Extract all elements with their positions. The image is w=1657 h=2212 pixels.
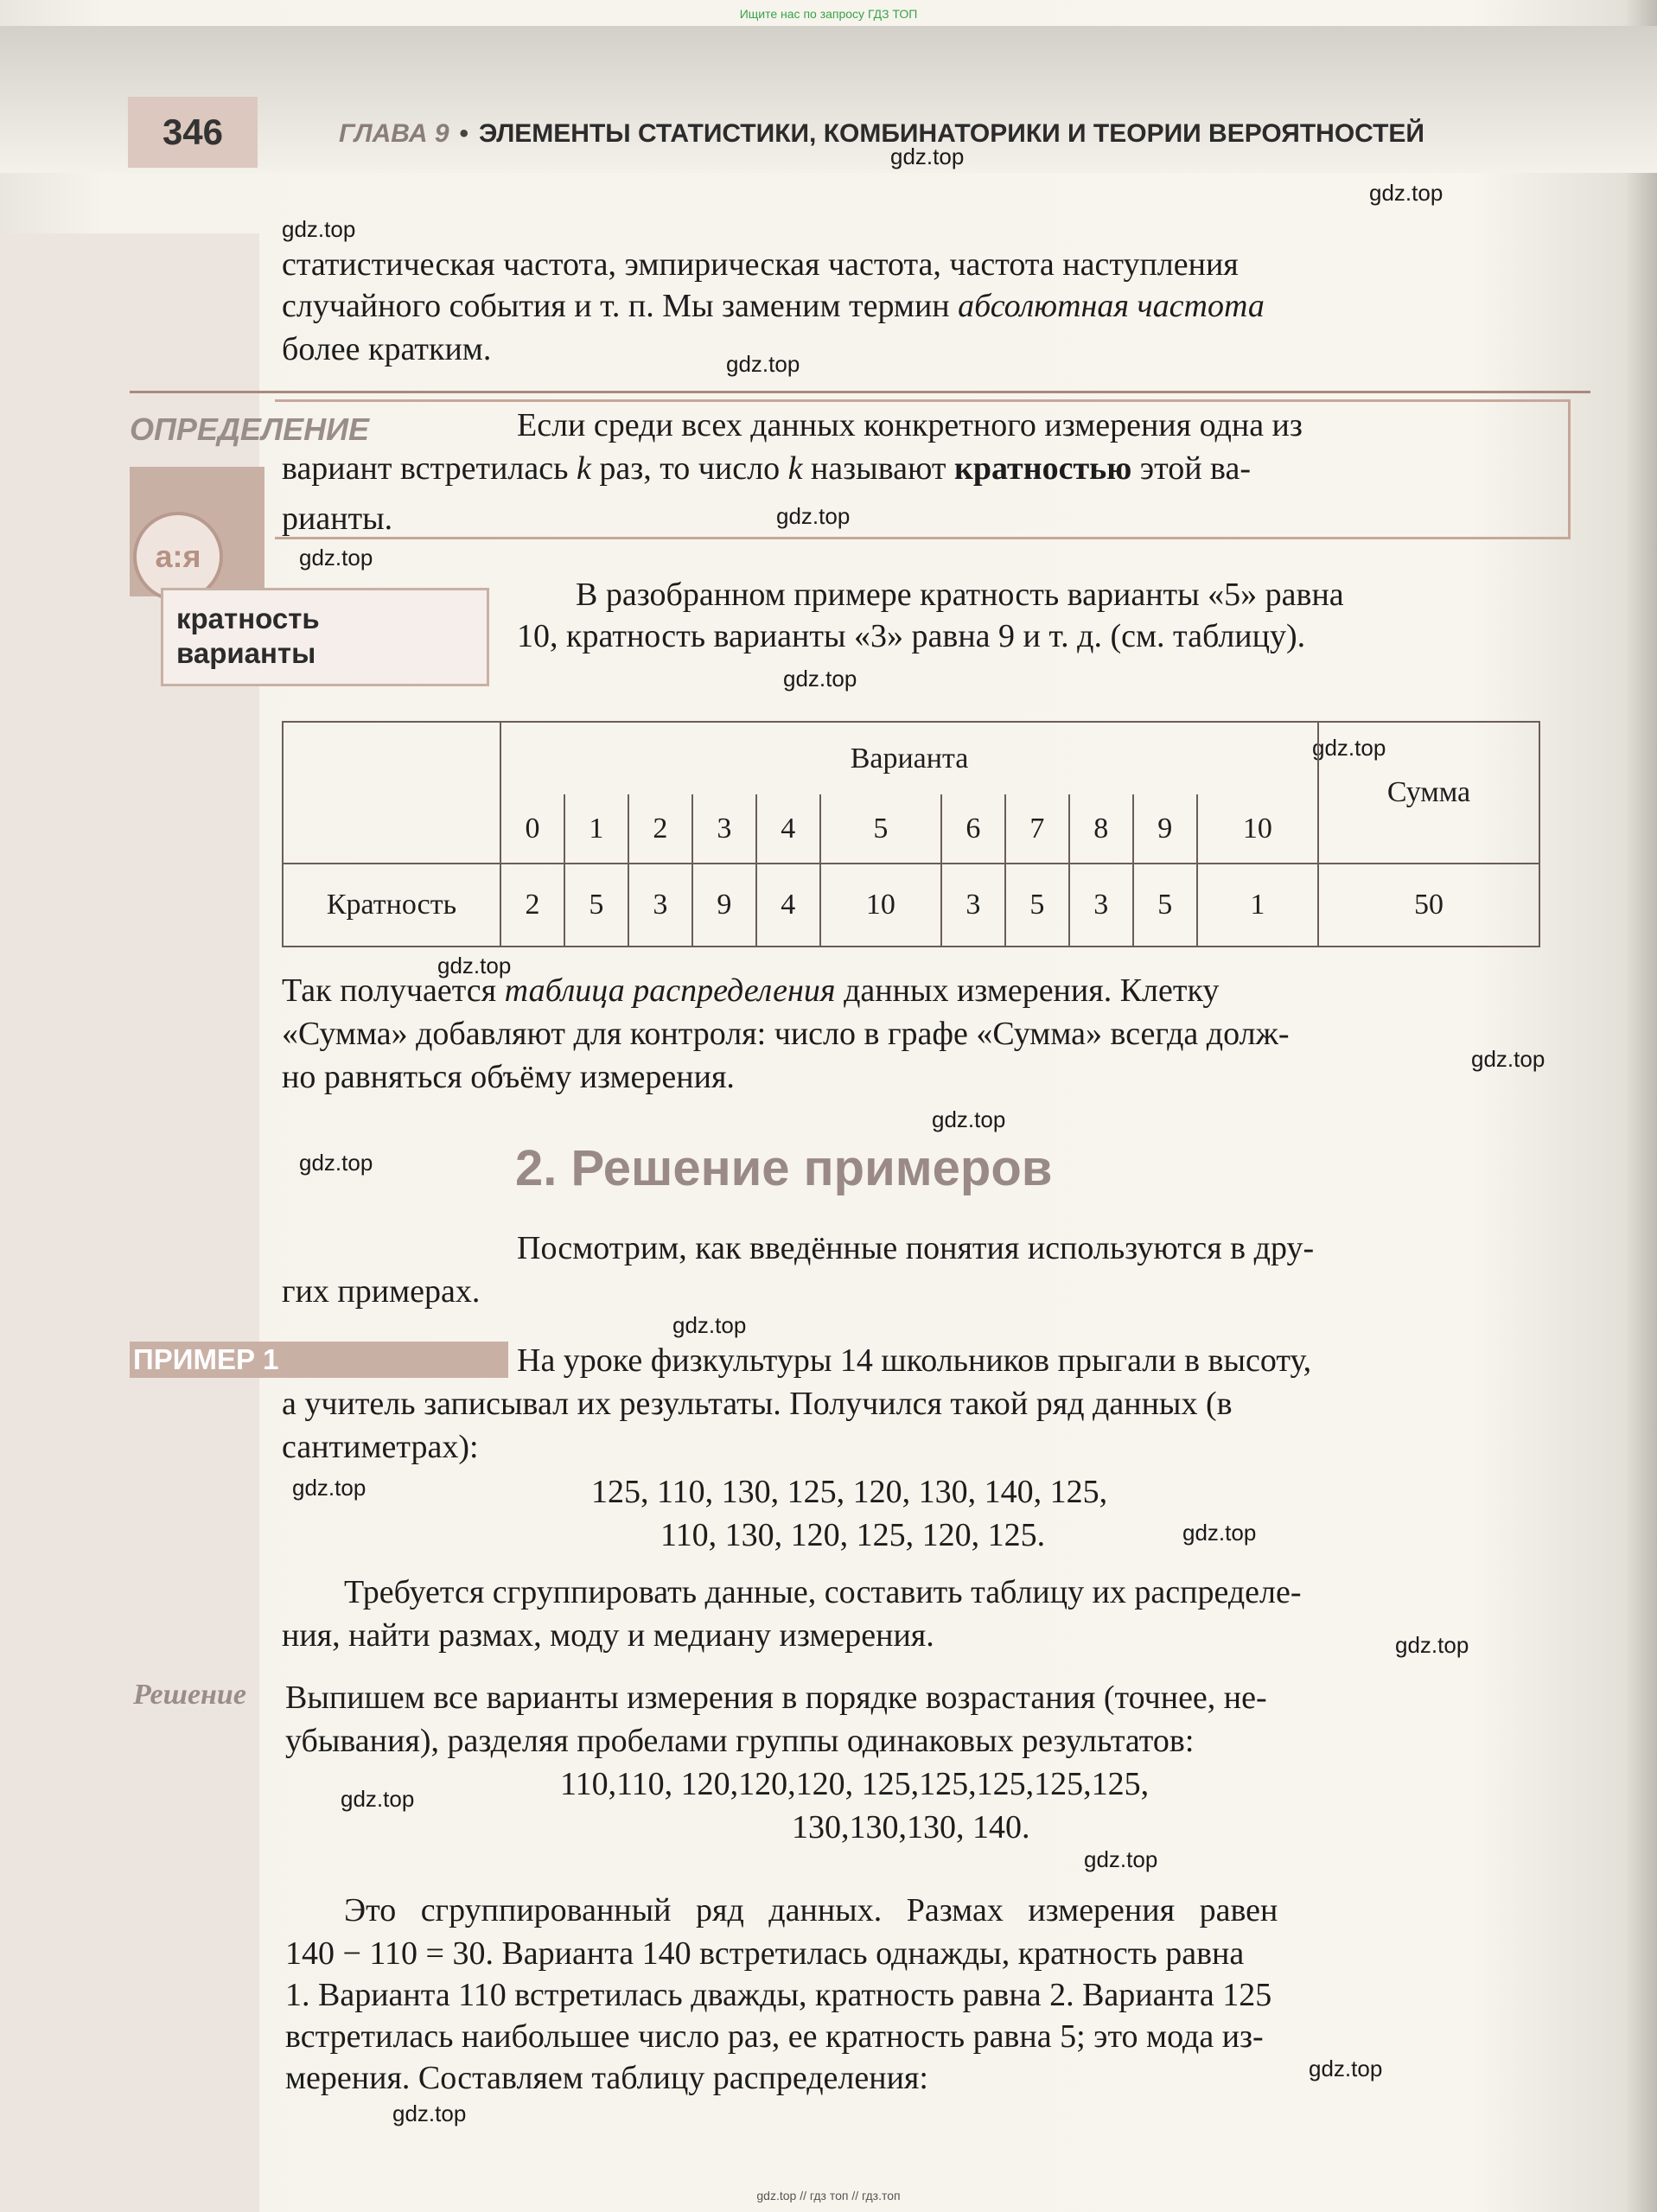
paragraph-line: гих примерах.	[282, 1273, 481, 1310]
count-cell: 3	[941, 864, 1005, 947]
definition-line: вариант встретилась k раз, то число k называют кратностью этой ва-	[282, 450, 1252, 487]
variant-cell: 3	[692, 794, 756, 864]
watermark: gdz.top	[1395, 1632, 1469, 1658]
count-cell: 9	[692, 864, 756, 947]
variant-cell: 4	[756, 794, 820, 864]
divider	[130, 391, 1590, 393]
watermark: gdz.top	[292, 1475, 366, 1501]
distribution-table	[282, 721, 1540, 947]
solution-line: убывания), разделяя пробелами группы одинаковых результатов:	[285, 1723, 1195, 1759]
watermark: gdz.top	[1182, 1520, 1257, 1546]
row-label: Кратность	[283, 864, 500, 947]
paragraph-line: В разобранном примере кратность варианты «5» равна	[576, 577, 1344, 613]
intro-line: случайного события и т. п. Мы заменим термин абсолютная частота	[282, 288, 1265, 324]
grouped-series: 110,110, 120,120,120, 125,125,125,125,125,	[560, 1766, 1150, 1802]
count-cell: 5	[564, 864, 628, 947]
data-series: 125, 110, 130, 125, 120, 130, 140, 125,	[591, 1474, 1108, 1510]
table-corner	[283, 794, 500, 864]
count-cell: 10	[820, 864, 941, 947]
watermark: gdz.top	[392, 2100, 467, 2126]
variant-cell: 2	[628, 794, 692, 864]
example-line: На уроке физкультуры 14 школьников прыгали в высоту,	[517, 1342, 1312, 1379]
count-cell: 5	[1005, 864, 1069, 947]
example-line: сантиметрах):	[282, 1429, 479, 1465]
paragraph-line: 10, кратность варианты «3» равна 9 и т. д. (см. таблицу).	[517, 618, 1306, 654]
watermark: gdz.top	[1312, 735, 1386, 761]
variant-cell: 10	[1197, 794, 1318, 864]
solution-line: Это сгруппированный ряд данных. Размах измерения равен	[344, 1892, 1278, 1928]
chapter-label: ГЛАВА 9	[339, 119, 449, 148]
count-cell: 5	[1133, 864, 1197, 947]
variant-cell: 7	[1005, 794, 1069, 864]
watermark: gdz.top	[1369, 180, 1444, 206]
definition-line: рианты.	[282, 500, 393, 537]
task-line: ния, найти размах, моду и медиану измерения.	[282, 1617, 934, 1654]
variant-cell: 1	[564, 794, 628, 864]
watermark: gdz.top	[341, 1786, 415, 1812]
paragraph-line: Посмотрим, как введённые понятия используются в дру-	[517, 1230, 1315, 1266]
watermark: gdz.top	[672, 1312, 747, 1338]
bullet-icon: •	[459, 119, 469, 148]
solution-line: 1. Варианта 110 встретилась дважды, кратность равна 2. Варианта 125	[285, 1977, 1272, 2013]
data-series: 110, 130, 120, 125, 120, 125.	[660, 1517, 1046, 1553]
variant-cell: 8	[1069, 794, 1133, 864]
watermark: gdz.top	[437, 953, 512, 979]
definition-label: ОПРЕДЕЛЕНИЕ	[130, 411, 370, 447]
variant-cell: 9	[1133, 794, 1197, 864]
solution-line: мерения. Составляем таблицу распределения:	[285, 2060, 928, 2096]
count-cell: 1	[1197, 864, 1318, 947]
bottom-note: gdz.top // гдз топ // гдз.топ	[756, 2189, 901, 2202]
watermark: gdz.top	[726, 351, 800, 377]
sum-header: Сумма	[1318, 722, 1539, 864]
variant-header: Варианта	[500, 722, 1318, 794]
chapter-header	[339, 119, 1424, 149]
variant-cell: 0	[500, 794, 564, 864]
table-corner	[283, 722, 500, 794]
watermark: gdz.top	[1309, 2056, 1383, 2081]
watermark: gdz.top	[1471, 1046, 1545, 1072]
intro-line: статистическая частота, эмпирическая частота, частота наступления	[282, 246, 1239, 283]
task-line: Требуется сгруппировать данные, составить таблицу их распределе-	[344, 1574, 1302, 1610]
section-title: 2. Решение примеров	[515, 1140, 1053, 1196]
variant-cell: 6	[941, 794, 1005, 864]
sum-cell: 50	[1318, 864, 1539, 947]
term-label: кратность варианты	[176, 602, 320, 669]
paragraph-line: «Сумма» добавляют для контроля: число в графе «Сумма» всегда долж-	[282, 1016, 1290, 1052]
solution-line: Выпишем все варианты измерения в порядке возрастания (точнее, не-	[285, 1680, 1267, 1716]
paragraph-line: Так получается таблица распределения данных измерения. Клетку	[282, 972, 1220, 1009]
solution-line: 140 − 110 = 30. Варианта 140 встретилась однажды, кратность равна	[285, 1935, 1245, 1972]
watermark: gdz.top	[932, 1106, 1006, 1132]
intro-line: более кратким.	[282, 331, 492, 367]
solution-label: Решение	[133, 1679, 246, 1711]
watermark: gdz.top	[776, 503, 851, 529]
watermark: gdz.top	[1084, 1846, 1158, 1872]
count-cell: 2	[500, 864, 564, 947]
page-number: 346	[128, 97, 258, 168]
solution-line: встретилась наибольшее число раз, ее кратность равна 5; это мода из-	[285, 2018, 1264, 2055]
watermark: gdz.top	[890, 143, 965, 169]
example-line: а учитель записывал их результаты. Получился такой ряд данных (в	[282, 1386, 1233, 1422]
grouped-series: 130,130,130, 140.	[792, 1809, 1030, 1845]
watermark: gdz.top	[783, 666, 857, 692]
count-cell: 3	[628, 864, 692, 947]
watermark: gdz.top	[299, 1150, 373, 1176]
chapter-title: ЭЛЕМЕНТЫ СТАТИСТИКИ, КОМБИНАТОРИКИ И ТЕОРИИ ВЕРОЯТНОСТЕЙ	[479, 119, 1424, 148]
watermark: gdz.top	[282, 216, 356, 242]
variant-cell: 5	[820, 794, 941, 864]
paragraph-line: но равняться объёму измерения.	[282, 1059, 735, 1095]
watermark: gdz.top	[299, 545, 373, 571]
count-cell: 4	[756, 864, 820, 947]
dictionary-icon: а:я	[133, 512, 223, 602]
count-cell: 3	[1069, 864, 1133, 947]
top-note: Ищите нас по запросу ГДЗ ТОП	[739, 7, 918, 21]
definition-line: Если среди всех данных конкретного измерения одна из	[517, 407, 1303, 443]
example-label: ПРИМЕР 1	[130, 1342, 508, 1378]
